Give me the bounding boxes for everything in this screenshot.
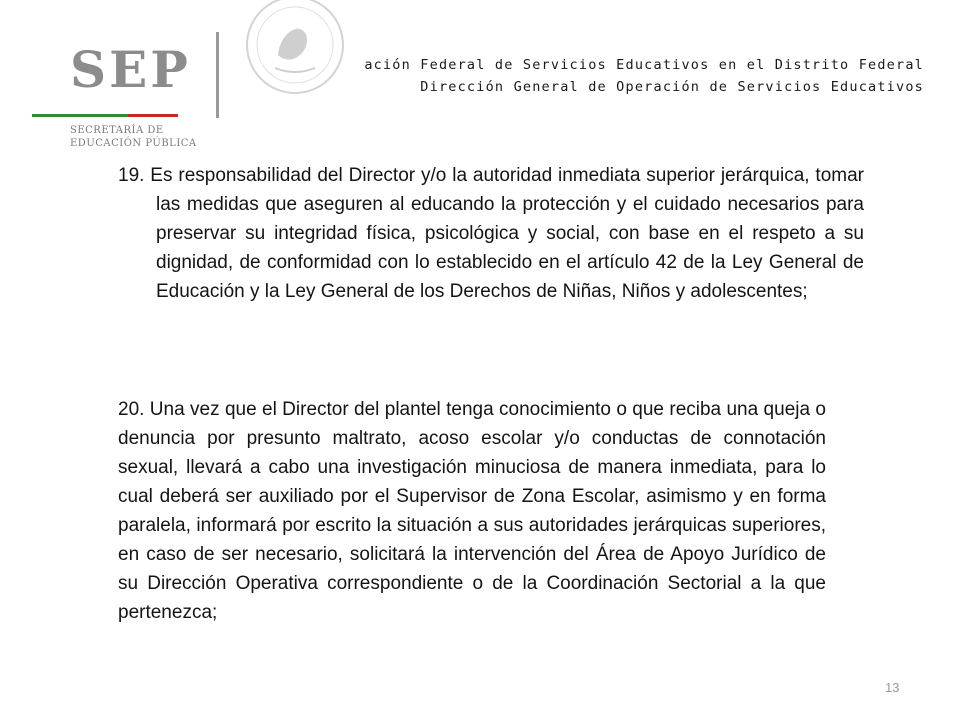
logo-divider: [216, 32, 219, 118]
header-line-1: ación Federal de Servicios Educativos en el Distrito Federal: [364, 57, 924, 73]
sep-acronym: SEP: [70, 40, 191, 99]
paragraph-item-20: 20. Una vez que el Director del plantel tenga conocimiento o que reciba una queja o denuncia por presunto maltrato, acoso escolar y/o conductas de connotación sexual, llevará a cabo una investigación minuciosa de manera inmediata, para lo cual deberá ser auxiliado por el Supervisor de Zona Escolar, asimismo y en forma paralela, informará por escrito la situación a sus autoridades jerárquicas superiores, en caso de ser necesario, solicitará la intervención del Área de Apoyo Jurídico de su Dirección Operativa correspondiente o de la Coordinación Sectorial a la que pertenezca;: [118, 399, 826, 623]
mexican-coat-of-arms-icon: [240, 0, 350, 110]
header-line-2: Dirección General de Operación de Servicios Educativos: [420, 79, 924, 95]
sep-subtitle: SECRETARÍA DE EDUCACIÓN PÚBLICA: [70, 125, 197, 149]
sep-logo: [28, 30, 208, 149]
logo-red-stripe: [128, 114, 178, 117]
page-number: 13: [885, 680, 900, 695]
paragraph-item-19: 19. Es responsabilidad del Director y/o la autoridad inmediata superior jerárquica, tomar las medidas que aseguren al educando la protección y el cuidado necesarios para preservar su integridad física, psicológica y social, con base en el respeto a su dignidad, de conformidad con lo establecido en el artículo 42 de la Ley General de Educación y la Ley General de los Derechos de Niñas, Niños y adolescentes;: [118, 165, 864, 302]
